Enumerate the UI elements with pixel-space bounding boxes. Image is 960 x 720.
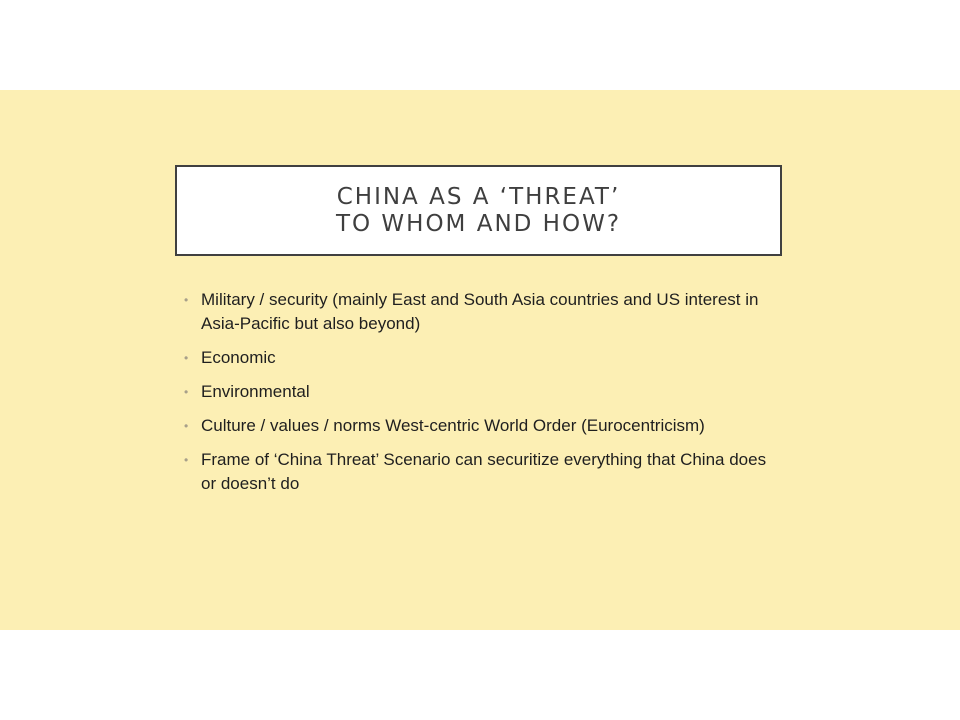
- bullet-list: [184, 288, 784, 506]
- slide: [0, 90, 960, 630]
- bullet-text: Environmental: [201, 382, 310, 401]
- title-line-1: CHINA AS A ‘THREAT’: [336, 183, 621, 210]
- bullet-item: [184, 380, 784, 404]
- bullet-icon: •: [184, 351, 189, 365]
- title-line-2: TO WHOM AND HOW?: [335, 210, 622, 237]
- bullet-item: [184, 448, 784, 496]
- bullet-icon: •: [184, 453, 189, 467]
- bullet-item: [184, 414, 784, 438]
- title-box: [175, 165, 782, 256]
- bullet-icon: •: [184, 385, 189, 399]
- bullet-text: Economic: [201, 348, 276, 367]
- bullet-item: [184, 346, 784, 370]
- bullet-text: Frame of ‘China Threat’ Scenario can securitize everything that China does or doesn’t do: [201, 450, 767, 493]
- bullet-icon: •: [184, 419, 189, 433]
- bullet-text: Culture / values / norms West-centric World Order (Eurocentricism): [201, 416, 705, 435]
- bullet-item: [184, 288, 784, 336]
- bullet-icon: •: [184, 293, 189, 307]
- bullet-text: Military / security (mainly East and South Asia countries and US interest in Asia-Pacific but also beyond): [201, 290, 759, 333]
